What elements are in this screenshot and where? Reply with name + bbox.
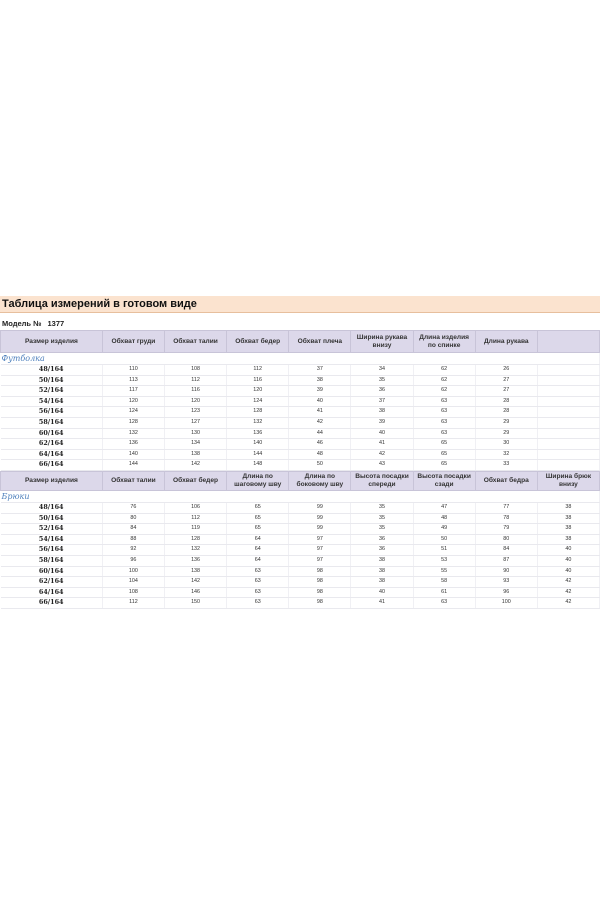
value-cell: 98: [289, 566, 351, 577]
value-cell: 40: [537, 545, 599, 556]
table-row: [1, 513, 600, 524]
value-cell: 28: [475, 396, 537, 407]
value-cell: 42: [537, 598, 599, 609]
value-cell: 63: [413, 396, 475, 407]
value-cell: 51: [413, 545, 475, 556]
tshirt-header-row: [1, 331, 600, 353]
col-header: Обхват бедер: [227, 331, 289, 353]
value-cell: 112: [227, 365, 289, 376]
value-cell: 148: [227, 460, 289, 471]
value-cell: 123: [165, 407, 227, 418]
size-cell: 48/164: [1, 502, 103, 513]
value-cell: 62: [413, 386, 475, 397]
value-cell: 35: [351, 513, 413, 524]
size-cell: 62/164: [1, 439, 103, 450]
value-cell: 93: [475, 577, 537, 588]
value-cell: 65: [413, 449, 475, 460]
value-cell: 38: [537, 524, 599, 535]
value-cell: 50: [289, 460, 351, 471]
value-cell: 53: [413, 555, 475, 566]
size-cell: 60/164: [1, 566, 103, 577]
col-header: Длина рукава: [475, 331, 537, 353]
value-cell: 65: [413, 460, 475, 471]
value-cell: 108: [102, 587, 164, 598]
tshirt-body: [1, 353, 600, 471]
value-cell: 134: [165, 439, 227, 450]
value-cell: 113: [102, 375, 164, 386]
section-label-trousers: Брюки: [1, 490, 600, 502]
value-cell: 99: [289, 524, 351, 535]
size-cell: 64/164: [1, 587, 103, 598]
col-header: [537, 331, 599, 353]
table-row: [1, 365, 600, 376]
value-cell: 63: [227, 587, 289, 598]
table-row: [1, 502, 600, 513]
value-cell: 87: [475, 555, 537, 566]
col-header: Обхват талии: [102, 471, 164, 490]
value-cell: 39: [351, 417, 413, 428]
value-cell: 108: [165, 365, 227, 376]
value-cell: 64: [227, 534, 289, 545]
value-cell: 40: [537, 566, 599, 577]
size-cell: 50/164: [1, 375, 103, 386]
value-cell: [537, 407, 599, 418]
value-cell: 65: [413, 439, 475, 450]
value-cell: 96: [102, 555, 164, 566]
size-cell: 54/164: [1, 396, 103, 407]
value-cell: 49: [413, 524, 475, 535]
value-cell: 64: [227, 545, 289, 556]
value-cell: 136: [227, 428, 289, 439]
value-cell: 62: [413, 375, 475, 386]
value-cell: 142: [165, 460, 227, 471]
value-cell: 63: [413, 417, 475, 428]
size-cell: 66/164: [1, 460, 103, 471]
value-cell: 28: [475, 407, 537, 418]
value-cell: 99: [289, 513, 351, 524]
size-cell: 52/164: [1, 524, 103, 535]
value-cell: 44: [289, 428, 351, 439]
value-cell: 144: [227, 449, 289, 460]
value-cell: 146: [165, 587, 227, 598]
table-row: [1, 545, 600, 556]
value-cell: [537, 375, 599, 386]
table-row: [1, 428, 600, 439]
value-cell: 48: [413, 513, 475, 524]
value-cell: 98: [289, 577, 351, 588]
col-header: Размер изделия: [1, 331, 103, 353]
col-header: Обхват бедер: [165, 471, 227, 490]
value-cell: [537, 460, 599, 471]
value-cell: 78: [475, 513, 537, 524]
value-cell: 88: [102, 534, 164, 545]
value-cell: 63: [413, 428, 475, 439]
measurement-sheet: [0, 296, 600, 609]
table-row: [1, 375, 600, 386]
value-cell: 92: [102, 545, 164, 556]
value-cell: 46: [289, 439, 351, 450]
value-cell: 39: [289, 386, 351, 397]
size-cell: 66/164: [1, 598, 103, 609]
value-cell: 80: [475, 534, 537, 545]
value-cell: 38: [351, 407, 413, 418]
value-cell: 38: [537, 534, 599, 545]
value-cell: 41: [351, 598, 413, 609]
value-cell: 38: [351, 555, 413, 566]
value-cell: 116: [227, 375, 289, 386]
value-cell: 127: [165, 417, 227, 428]
value-cell: 64: [227, 555, 289, 566]
col-header: Обхват груди: [102, 331, 164, 353]
value-cell: 29: [475, 428, 537, 439]
table-row: [1, 407, 600, 418]
value-cell: 106: [165, 502, 227, 513]
value-cell: 55: [413, 566, 475, 577]
model-number: 1377: [47, 319, 65, 328]
value-cell: 99: [289, 502, 351, 513]
value-cell: 50: [413, 534, 475, 545]
value-cell: 124: [227, 396, 289, 407]
value-cell: 65: [227, 524, 289, 535]
value-cell: 128: [102, 417, 164, 428]
value-cell: 132: [227, 417, 289, 428]
col-header: Обхват бедра: [475, 471, 537, 490]
col-header: Длина изделия по спинке: [413, 331, 475, 353]
value-cell: 138: [165, 566, 227, 577]
table-row: [1, 439, 600, 450]
value-cell: 26: [475, 365, 537, 376]
sheet-title: Таблица измерений в готовом виде: [0, 296, 600, 313]
value-cell: [537, 439, 599, 450]
value-cell: 63: [227, 566, 289, 577]
table-row: [1, 555, 600, 566]
value-cell: [537, 449, 599, 460]
value-cell: [537, 417, 599, 428]
value-cell: 42: [289, 417, 351, 428]
value-cell: 130: [165, 428, 227, 439]
size-cell: 60/164: [1, 428, 103, 439]
value-cell: 120: [102, 396, 164, 407]
value-cell: 112: [102, 598, 164, 609]
tshirt-table: [0, 330, 600, 471]
value-cell: 35: [351, 502, 413, 513]
value-cell: 63: [227, 577, 289, 588]
size-cell: 52/164: [1, 386, 103, 397]
value-cell: 38: [351, 566, 413, 577]
size-cell: 50/164: [1, 513, 103, 524]
table-row: [1, 386, 600, 397]
trousers-table: [0, 471, 600, 609]
col-header: Размер изделия: [1, 471, 103, 490]
value-cell: 112: [165, 513, 227, 524]
value-cell: 97: [289, 534, 351, 545]
value-cell: 79: [475, 524, 537, 535]
value-cell: [537, 396, 599, 407]
col-header: Обхват плеча: [289, 331, 351, 353]
value-cell: 119: [165, 524, 227, 535]
value-cell: 112: [165, 375, 227, 386]
table-row: [1, 566, 600, 577]
value-cell: 84: [102, 524, 164, 535]
value-cell: 35: [351, 375, 413, 386]
value-cell: 43: [351, 460, 413, 471]
col-header: Длина по боковому шву: [289, 471, 351, 490]
table-row: [1, 534, 600, 545]
value-cell: 128: [165, 534, 227, 545]
value-cell: 61: [413, 587, 475, 598]
value-cell: 136: [165, 555, 227, 566]
value-cell: 140: [227, 439, 289, 450]
value-cell: 120: [227, 386, 289, 397]
trousers-body: [1, 490, 600, 608]
value-cell: 100: [102, 566, 164, 577]
col-header: Высота посадки спереди: [351, 471, 413, 490]
value-cell: 33: [475, 460, 537, 471]
value-cell: 42: [351, 449, 413, 460]
value-cell: [537, 365, 599, 376]
value-cell: [537, 386, 599, 397]
table-row: [1, 587, 600, 598]
value-cell: 36: [351, 545, 413, 556]
value-cell: 97: [289, 545, 351, 556]
value-cell: 100: [475, 598, 537, 609]
value-cell: 77: [475, 502, 537, 513]
table-row: [1, 524, 600, 535]
value-cell: 124: [102, 407, 164, 418]
table-row: [1, 396, 600, 407]
value-cell: 84: [475, 545, 537, 556]
value-cell: 63: [413, 598, 475, 609]
value-cell: 142: [165, 577, 227, 588]
value-cell: 37: [289, 365, 351, 376]
value-cell: 132: [102, 428, 164, 439]
size-cell: 62/164: [1, 577, 103, 588]
value-cell: 48: [289, 449, 351, 460]
value-cell: 90: [475, 566, 537, 577]
size-cell: 54/164: [1, 534, 103, 545]
size-cell: 48/164: [1, 365, 103, 376]
value-cell: 132: [165, 545, 227, 556]
value-cell: 47: [413, 502, 475, 513]
value-cell: 30: [475, 439, 537, 450]
size-cell: 58/164: [1, 555, 103, 566]
value-cell: 38: [289, 375, 351, 386]
value-cell: 37: [351, 396, 413, 407]
value-cell: 110: [102, 365, 164, 376]
value-cell: 42: [537, 587, 599, 598]
value-cell: 41: [351, 439, 413, 450]
value-cell: 98: [289, 587, 351, 598]
value-cell: 32: [475, 449, 537, 460]
col-header: Длина по шаговому шву: [227, 471, 289, 490]
value-cell: 138: [165, 449, 227, 460]
value-cell: 128: [227, 407, 289, 418]
value-cell: 34: [351, 365, 413, 376]
value-cell: 38: [537, 502, 599, 513]
value-cell: 36: [351, 534, 413, 545]
value-cell: [537, 428, 599, 439]
section-label-tshirt: Футболка: [1, 353, 600, 365]
size-cell: 58/164: [1, 417, 103, 428]
value-cell: 42: [537, 577, 599, 588]
value-cell: 41: [289, 407, 351, 418]
value-cell: 96: [475, 587, 537, 598]
size-cell: 56/164: [1, 545, 103, 556]
col-header: Высота посадки сзади: [413, 471, 475, 490]
value-cell: 97: [289, 555, 351, 566]
value-cell: 62: [413, 365, 475, 376]
value-cell: 80: [102, 513, 164, 524]
value-cell: 63: [227, 598, 289, 609]
value-cell: 117: [102, 386, 164, 397]
value-cell: 38: [537, 513, 599, 524]
table-row: [1, 417, 600, 428]
value-cell: 40: [537, 555, 599, 566]
col-header: Ширина рукава внизу: [351, 331, 413, 353]
value-cell: 40: [351, 428, 413, 439]
table-row: [1, 598, 600, 609]
table-row: [1, 460, 600, 471]
value-cell: 38: [351, 577, 413, 588]
col-header: Ширина брюк внизу: [537, 471, 599, 490]
value-cell: 29: [475, 417, 537, 428]
value-cell: 136: [102, 439, 164, 450]
value-cell: 76: [102, 502, 164, 513]
value-cell: 40: [351, 587, 413, 598]
value-cell: 65: [227, 513, 289, 524]
value-cell: 27: [475, 386, 537, 397]
model-line: [0, 318, 600, 330]
value-cell: 104: [102, 577, 164, 588]
value-cell: 120: [165, 396, 227, 407]
value-cell: 150: [165, 598, 227, 609]
table-row: [1, 577, 600, 588]
value-cell: 36: [351, 386, 413, 397]
value-cell: 27: [475, 375, 537, 386]
value-cell: 40: [289, 396, 351, 407]
trousers-header-row: [1, 471, 600, 490]
value-cell: 65: [227, 502, 289, 513]
value-cell: 116: [165, 386, 227, 397]
value-cell: 144: [102, 460, 164, 471]
value-cell: 140: [102, 449, 164, 460]
value-cell: 58: [413, 577, 475, 588]
value-cell: 35: [351, 524, 413, 535]
size-cell: 56/164: [1, 407, 103, 418]
col-header: Обхват талии: [165, 331, 227, 353]
value-cell: 98: [289, 598, 351, 609]
model-label: Модель №: [2, 319, 42, 328]
value-cell: 63: [413, 407, 475, 418]
table-row: [1, 449, 600, 460]
size-cell: 64/164: [1, 449, 103, 460]
